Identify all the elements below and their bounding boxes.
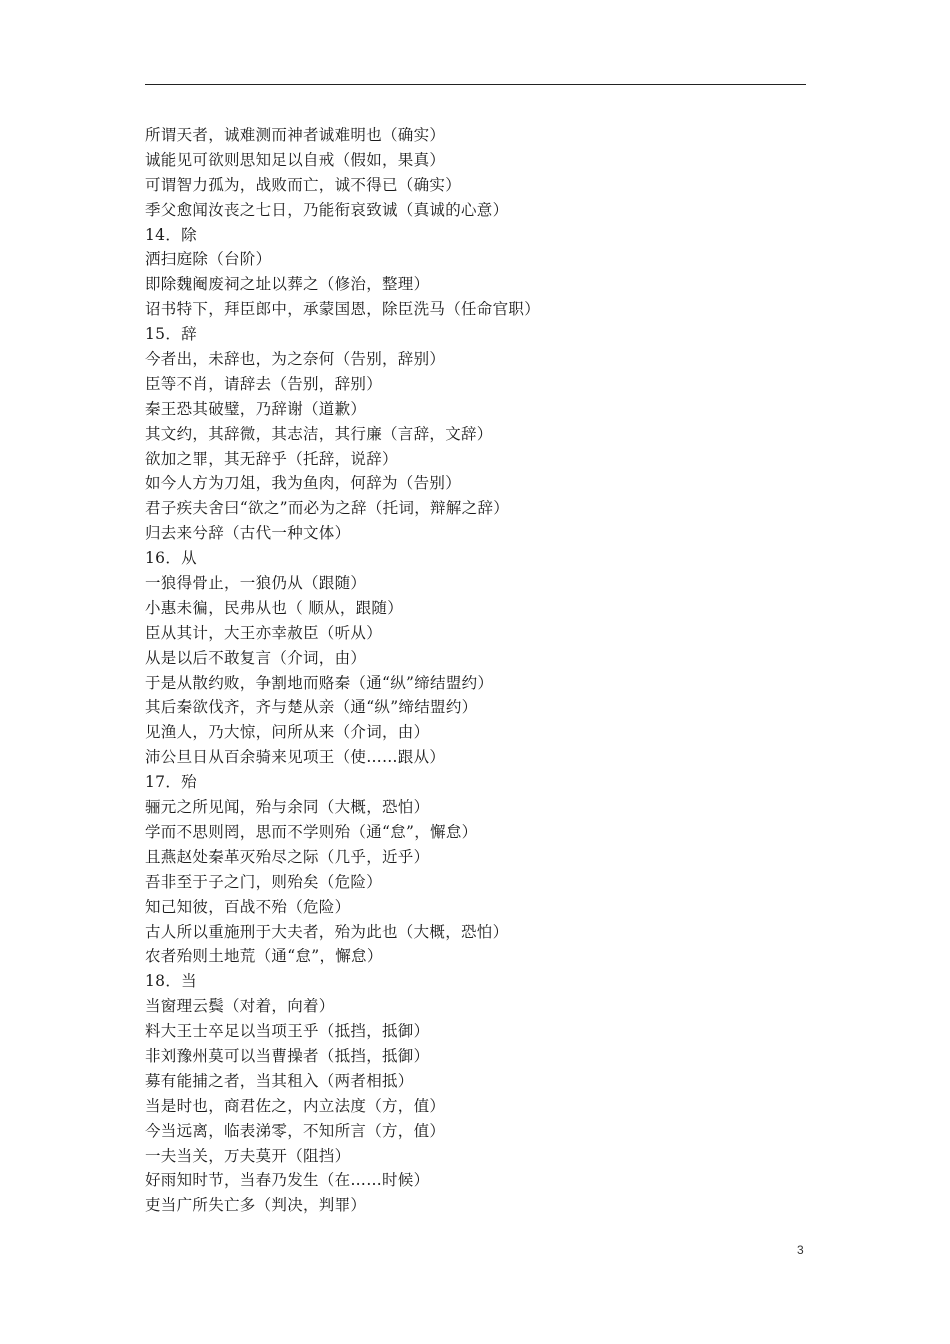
example-line: 诏书特下，拜臣郎中，承蒙国恩，除臣洗马（任命官职） xyxy=(145,300,541,319)
example-line: 当是时也，商君佐之，内立法度（方，值） xyxy=(145,1096,446,1115)
example-line: 知己知彼，百战不殆（危险） xyxy=(145,897,351,916)
example-line: 所谓天者，诚难测而神者诚难明也（确实） xyxy=(145,126,446,144)
example-line: 料大王士卒足以当项王乎（抵挡，抵御） xyxy=(145,1022,430,1041)
entry-heading: 18．当 xyxy=(145,972,197,991)
example-line: 如今人方为刀俎，我为鱼肉，何辞为（告别） xyxy=(145,474,462,493)
example-line: 学而不思则罔，思而不学则殆（通“怠”，懈怠） xyxy=(145,822,478,841)
header-rule xyxy=(145,84,806,85)
example-line: 可谓智力孤为，战败而亡，诚不得已（确实） xyxy=(145,175,462,194)
example-line: 募有能捕之者，当其租入（两者相抵） xyxy=(145,1071,414,1090)
example-line: 秦王恐其破璧，乃辞谢（道歉） xyxy=(145,399,367,418)
page-number: 3 xyxy=(797,1243,804,1257)
example-line: 好雨知时节，当春乃发生（在……时候） xyxy=(145,1171,430,1190)
example-line: 当窗理云鬓（对着，向着） xyxy=(145,997,335,1016)
example-line: 吏当广所失亡多（判决，判罪） xyxy=(145,1196,367,1215)
example-line: 其后秦欲伐齐，齐与楚从亲（通“纵”缔结盟约） xyxy=(145,698,478,717)
example-line: 从是以后不敢复言（介词，由） xyxy=(145,648,367,667)
example-line: 季父愈闻汝丧之七日，乃能衔哀致诚（真诚的心意） xyxy=(145,200,509,219)
example-line: 一狼得骨止，一狼仍从（跟随） xyxy=(145,574,367,593)
example-line: 非刘豫州莫可以当曹操者（抵挡，抵御） xyxy=(145,1046,430,1065)
example-line: 见渔人，乃大惊，问所从来（介词，由） xyxy=(145,723,430,742)
example-line: 农者殆则土地荒（通“怠”，懈怠） xyxy=(145,947,383,966)
example-line: 诚能见可欲则思知足以自戒（假如，果真） xyxy=(145,150,446,169)
example-line: 小惠未徧，民弗从也（ 顺从，跟随） xyxy=(145,598,404,617)
entry-heading: 14．除 xyxy=(145,225,197,244)
example-line: 洒扫庭除（台阶） xyxy=(145,250,272,269)
entry-heading: 16．从 xyxy=(145,549,197,568)
document-body xyxy=(145,123,806,1218)
example-line: 骊元之所见闻，殆与余同（大概，恐怕） xyxy=(145,798,430,817)
entry-heading: 17．殆 xyxy=(145,773,197,792)
example-line: 古人所以重施刑于大夫者，殆为此也（大概，恐怕） xyxy=(145,922,509,941)
example-line: 今者出，未辞也，为之奈何（告别，辞别） xyxy=(145,350,446,369)
example-line: 臣等不肖，请辞去（告别，辞别） xyxy=(145,374,383,393)
example-line: 且燕赵处秦革灭殆尽之际（几乎，近乎） xyxy=(145,847,430,866)
example-line: 归去来兮辞（古代一种文体） xyxy=(145,524,351,543)
example-line: 沛公旦日从百余骑来见项王（使……跟从） xyxy=(145,748,446,767)
example-line: 即除魏阉废祠之址以葬之（修治，整理） xyxy=(145,275,430,294)
example-line: 一夫当关，万夫莫开（阻挡） xyxy=(145,1146,351,1165)
example-line: 于是从散约败，争割地而赂秦（通“纵”缔结盟约） xyxy=(145,673,494,692)
example-line: 其文约，其辞微，其志洁，其行廉（言辞，文辞） xyxy=(145,424,493,443)
example-line: 欲加之罪，其无辞乎（托辞，说辞） xyxy=(145,449,398,468)
example-line: 君子疾夫舍曰“欲之”而必为之辞（托词，辩解之辞） xyxy=(145,499,510,518)
example-line: 臣从其计，大王亦幸赦臣（听从） xyxy=(145,623,383,642)
example-line: 今当远离，临表涕零，不知所言（方，值） xyxy=(145,1121,446,1140)
entry-heading: 15．辞 xyxy=(145,325,197,344)
example-line: 吾非至于子之门，则殆矣（危险） xyxy=(145,872,383,891)
